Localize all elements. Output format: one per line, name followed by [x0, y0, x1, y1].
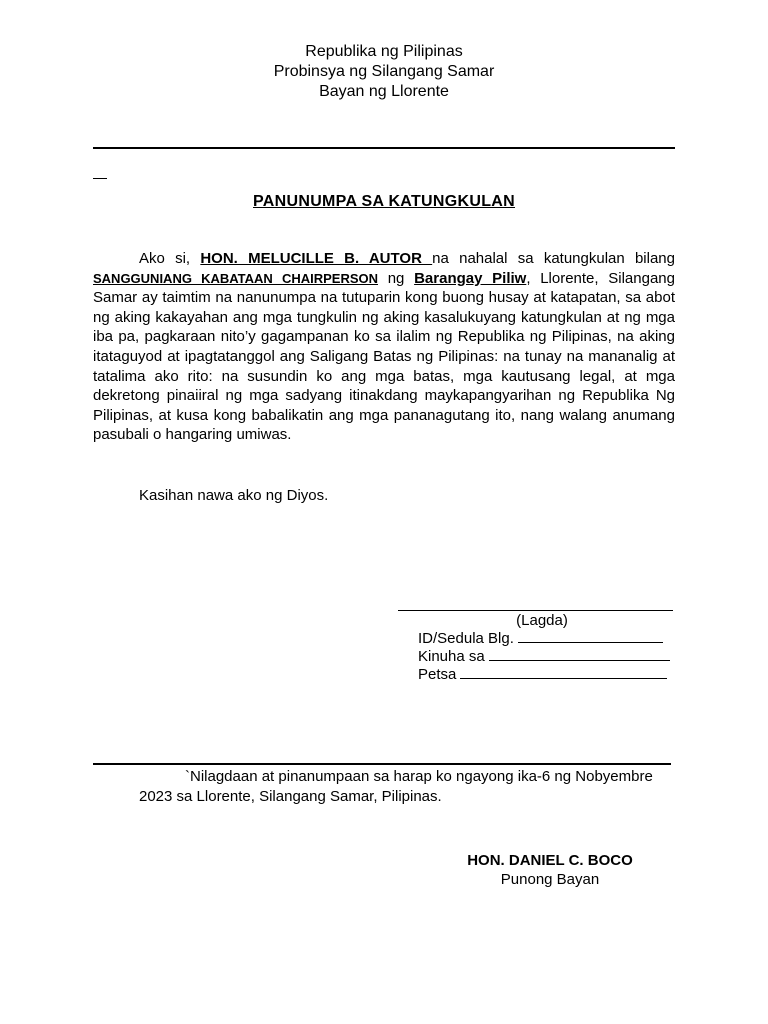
oath-intro: Ako si, — [139, 250, 201, 267]
place-field-blank — [489, 647, 670, 661]
signature-label: (Lagda) — [516, 612, 568, 629]
oath-paragraph — [93, 249, 675, 445]
header-republic: Republika ng Pilipinas — [305, 43, 463, 60]
date-field-blank — [460, 665, 667, 679]
oath-position: SANGGUNIANG KABATAAN CHAIRPERSON — [93, 270, 379, 286]
oath-barangay: Barangay Piliw — [414, 269, 527, 287]
attestation-paragraph: `Nilagdaan at pinanumpaan sa harap ko ngayong ika-6 ng Nobyembre 2023 sa Llorente, Silangang Samar, Pilipinas. — [139, 768, 653, 805]
id-field — [418, 629, 663, 647]
document-title: PANUNUMPA SA KATUNGKULAN — [253, 193, 515, 210]
oath-name: HON. MELUCILLE B. AUTOR — [200, 250, 433, 267]
place-field — [418, 647, 670, 665]
date-field-label: Petsa — [418, 666, 457, 683]
header-divider — [93, 147, 675, 149]
id-field-blank — [518, 629, 663, 643]
signature-line — [398, 610, 673, 611]
official-name: HON. DANIEL C. BOCO — [467, 852, 633, 869]
date-field — [418, 665, 667, 683]
header-municipality: Bayan ng Llorente — [319, 83, 449, 100]
place-field-label: Kinuha sa — [418, 648, 485, 665]
oath-after-name: na nahalal sa katungkulan bilang — [432, 250, 675, 267]
id-field-label: ID/Sedula Blg. — [418, 630, 514, 647]
official-title: Punong Bayan — [500, 871, 600, 888]
oath-ng: ng — [378, 269, 415, 287]
attestation-divider — [93, 763, 671, 765]
official-block — [440, 851, 660, 889]
oath-body: , Llorente, Silangang Samar ay taimtim na nanunumpa na tutuparin kong buong husay at katapatan, sa abot ng aking kakayahan ang mga tungkulin ng aking kasalukuyang katungkulan at ng mga iba pa, pagkaraan nito’y gagampanan ko sa ilalim ng Republika ng Pilipinas, na aking itataguyod at ipagtatanggol ang Saligang Batas ng Pilipinas: na tunay na mananalig at tatalima ako rito: na susundin ko ang mga batas, mga kautusang legal, at mga dekretong pinaiiral ng mga sadyang itinakdang maykapangyarihan ng Republika Ng Pilipinas, at kusa kong babalikatin ang mga pananagutang ito, nang walang anumang pasubali o hangaring umiwas. — [93, 269, 675, 444]
header-divider-stub — [93, 178, 107, 179]
blessing-line: Kasihan nawa ako ng Diyos. — [139, 487, 329, 504]
header-province: Probinsya ng Silangang Samar — [273, 63, 495, 80]
document-header — [0, 42, 768, 102]
